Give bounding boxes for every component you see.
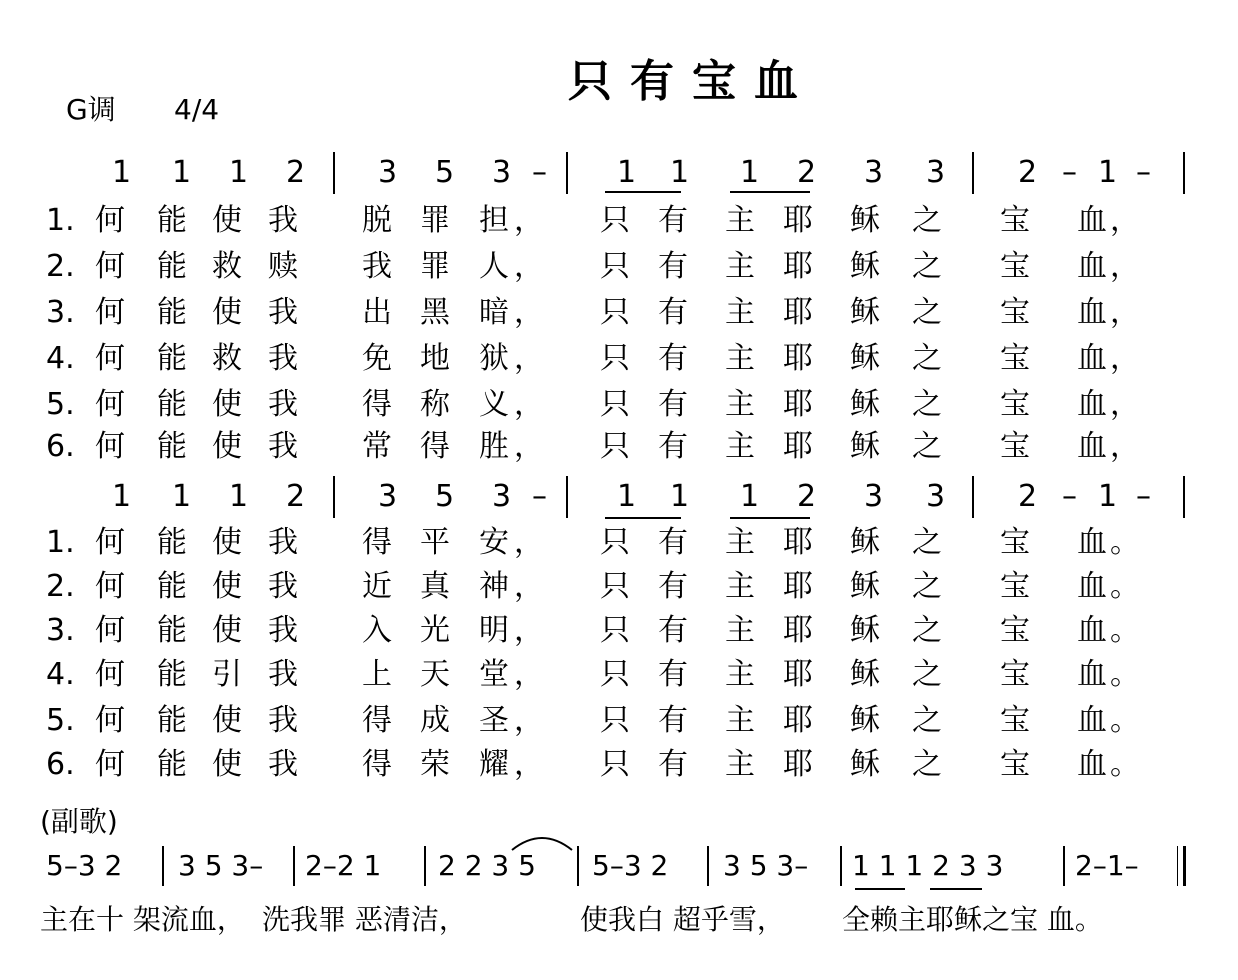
lyric-char: 我	[268, 657, 298, 692]
lyric-char: 何	[95, 525, 125, 560]
barline	[424, 846, 426, 886]
lyric-char: 只	[600, 569, 630, 604]
lyric-char: 狱	[479, 341, 509, 376]
lyric-char: 稣	[850, 249, 880, 284]
time-signature: 4/4	[174, 93, 220, 126]
lyric-char: 得	[362, 525, 392, 560]
lyric-char: 我	[268, 387, 298, 422]
lyric-char: 天	[420, 657, 450, 692]
barline	[1183, 152, 1185, 194]
lyric-char: 稣	[850, 613, 880, 648]
lyric-char: 血	[1077, 295, 1107, 330]
lyric-char: 稣	[850, 203, 880, 238]
punctuation: ，	[514, 387, 544, 422]
lyric-char: 主	[725, 249, 755, 284]
lyric-char: 我	[268, 747, 298, 782]
lyric-char: 耶	[783, 747, 813, 782]
note: 3	[378, 479, 398, 514]
lyric-char: 我	[268, 569, 298, 604]
punctuation: ，	[1110, 249, 1140, 284]
lyric-char: 能	[157, 341, 187, 376]
note: –	[1062, 479, 1077, 514]
punctuation: ，	[514, 569, 544, 604]
lyric-char: 光	[420, 613, 450, 648]
barline	[333, 152, 335, 194]
chorus-lyric: 洗我罪 恶清洁，	[262, 903, 467, 936]
chorus-lyric: 全赖主耶稣之宝 血。	[842, 903, 1103, 936]
lyric-char: 使	[212, 295, 242, 330]
lyric-char: 我	[362, 249, 392, 284]
lyric-char: 有	[658, 429, 688, 464]
barline	[566, 152, 568, 194]
note: 1	[740, 479, 760, 514]
lyric-char: 之	[912, 613, 942, 648]
punctuation: ，	[514, 703, 544, 738]
punctuation: 。	[1110, 703, 1140, 738]
lyric-char: 有	[658, 525, 688, 560]
chorus-lyric: 使我白 超乎雪，	[580, 903, 785, 936]
lyric-char: 荣	[420, 747, 450, 782]
lyric-char: 宝	[1000, 657, 1030, 692]
note: 5	[435, 155, 455, 190]
lyric-char: 何	[95, 613, 125, 648]
lyric-char: 耶	[783, 613, 813, 648]
lyric-char: 宝	[1000, 249, 1030, 284]
lyric-char: 之	[912, 295, 942, 330]
lyric-char: 能	[157, 203, 187, 238]
lyric-char: 有	[658, 703, 688, 738]
lyric-char: 耶	[783, 657, 813, 692]
note: 3	[492, 479, 512, 514]
lyric-char: 之	[912, 429, 942, 464]
lyric-char: 宝	[1000, 747, 1030, 782]
lyric-char: 我	[268, 341, 298, 376]
lyric-char: 耶	[783, 703, 813, 738]
lyric-char: 血	[1077, 569, 1107, 604]
lyric-char: 只	[600, 703, 630, 738]
lyric-char: 免	[362, 341, 392, 376]
lyric-char: 能	[157, 429, 187, 464]
lyric-char: 主	[725, 569, 755, 604]
chorus-measure: 2 2 3 5	[438, 849, 536, 882]
lyric-char: 稣	[850, 295, 880, 330]
lyric-char: 救	[212, 249, 242, 284]
lyric-char: 何	[95, 747, 125, 782]
punctuation: 。	[1110, 525, 1140, 560]
note: 1	[1098, 479, 1118, 514]
chorus-measure: 1 1 1 2 3 3	[852, 849, 1004, 882]
chorus-measure: 3 5 3–	[178, 849, 264, 882]
lyric-char: 堂	[479, 657, 509, 692]
verse-number: 2.	[46, 249, 75, 284]
lyric-char: 我	[268, 203, 298, 238]
lyric-char: 只	[600, 203, 630, 238]
lyric-char: 之	[912, 203, 942, 238]
punctuation: ，	[514, 657, 544, 692]
lyric-char: 引	[212, 657, 242, 692]
lyric-char: 有	[658, 613, 688, 648]
note: 2	[797, 479, 817, 514]
verse-number: 6.	[46, 429, 75, 464]
lyric-char: 血	[1077, 657, 1107, 692]
chorus-label: (副歌)	[40, 805, 118, 838]
lyric-char: 稣	[850, 525, 880, 560]
lyric-char: 之	[912, 525, 942, 560]
lyric-char: 宝	[1000, 341, 1030, 376]
lyric-char: 能	[157, 747, 187, 782]
verse-number: 4.	[46, 657, 75, 692]
lyric-char: 神	[479, 569, 509, 604]
punctuation: ，	[514, 249, 544, 284]
lyric-char: 血	[1077, 387, 1107, 422]
note: 3	[492, 155, 512, 190]
lyric-char: 能	[157, 703, 187, 738]
lyric-char: 只	[600, 525, 630, 560]
lyric-char: 安	[479, 525, 509, 560]
barline	[972, 476, 974, 518]
lyric-char: 耶	[783, 569, 813, 604]
lyric-char: 血	[1077, 341, 1107, 376]
hymn-title: 只有宝血	[568, 56, 816, 107]
lyric-char: 地	[420, 341, 450, 376]
lyric-char: 之	[912, 341, 942, 376]
key-signature: G调	[66, 93, 116, 126]
note: 2	[286, 155, 306, 190]
lyric-char: 我	[268, 613, 298, 648]
lyric-char: 之	[912, 747, 942, 782]
punctuation: ，	[514, 525, 544, 560]
verse-number: 3.	[46, 295, 75, 330]
beat-underline	[930, 888, 982, 890]
beat-underline	[730, 517, 810, 519]
note: 1	[670, 155, 690, 190]
lyric-char: 耀	[479, 747, 509, 782]
lyric-char: 我	[268, 703, 298, 738]
lyric-char: 能	[157, 387, 187, 422]
lyric-char: 能	[157, 569, 187, 604]
lyric-char: 我	[268, 525, 298, 560]
lyric-char: 何	[95, 387, 125, 422]
lyric-char: 宝	[1000, 703, 1030, 738]
lyric-char: 真	[420, 569, 450, 604]
note: 1	[740, 155, 760, 190]
lyric-char: 人	[479, 249, 509, 284]
lyric-char: 主	[725, 295, 755, 330]
lyric-char: 有	[658, 657, 688, 692]
note: 2	[797, 155, 817, 190]
barline	[707, 846, 709, 886]
lyric-char: 近	[362, 569, 392, 604]
lyric-char: 称	[420, 387, 450, 422]
lyric-char: 我	[268, 295, 298, 330]
lyric-char: 稣	[850, 341, 880, 376]
lyric-char: 主	[725, 525, 755, 560]
lyric-char: 平	[420, 525, 450, 560]
lyric-char: 血	[1077, 249, 1107, 284]
note: 1	[617, 479, 637, 514]
lyric-char: 只	[600, 249, 630, 284]
lyric-char: 赎	[268, 249, 298, 284]
lyric-char: 耶	[783, 387, 813, 422]
lyric-char: 宝	[1000, 429, 1030, 464]
lyric-char: 能	[157, 525, 187, 560]
verse-number: 1.	[46, 525, 75, 560]
note: 1	[670, 479, 690, 514]
lyric-char: 主	[725, 203, 755, 238]
punctuation: ，	[1110, 429, 1140, 464]
lyric-char: 主	[725, 657, 755, 692]
lyric-char: 何	[95, 569, 125, 604]
lyric-char: 使	[212, 429, 242, 464]
lyric-char: 得	[362, 747, 392, 782]
lyric-char: 何	[95, 203, 125, 238]
note: 1	[617, 155, 637, 190]
lyric-char: 常	[362, 429, 392, 464]
lyric-char: 血	[1077, 525, 1107, 560]
beat-underline	[605, 191, 681, 193]
lyric-char: 使	[212, 569, 242, 604]
lyric-char: 血	[1077, 429, 1107, 464]
lyric-char: 有	[658, 747, 688, 782]
lyric-char: 主	[725, 429, 755, 464]
lyric-char: 何	[95, 657, 125, 692]
barline	[162, 846, 164, 886]
note: 3	[864, 479, 884, 514]
lyric-char: 血	[1077, 613, 1107, 648]
beat-underline	[730, 191, 810, 193]
note: 1	[229, 155, 249, 190]
chorus-measure: 3 5 3–	[723, 849, 809, 882]
lyric-char: 能	[157, 613, 187, 648]
lyric-char: 宝	[1000, 203, 1030, 238]
lyric-char: 稣	[850, 429, 880, 464]
note: 3	[378, 155, 398, 190]
punctuation: ，	[514, 613, 544, 648]
note: 2	[1018, 155, 1038, 190]
lyric-char: 使	[212, 703, 242, 738]
lyric-char: 罪	[420, 203, 450, 238]
lyric-char: 宝	[1000, 569, 1030, 604]
lyric-char: 暗	[479, 295, 509, 330]
lyric-char: 宝	[1000, 525, 1030, 560]
final-barline	[1183, 846, 1186, 886]
barline	[293, 846, 295, 886]
punctuation: ，	[514, 429, 544, 464]
lyric-char: 使	[212, 613, 242, 648]
lyric-char: 明	[479, 613, 509, 648]
lyric-char: 只	[600, 341, 630, 376]
lyric-char: 得	[420, 429, 450, 464]
lyric-char: 耶	[783, 525, 813, 560]
lyric-char: 血	[1077, 747, 1107, 782]
note: –	[532, 479, 547, 514]
lyric-char: 有	[658, 295, 688, 330]
barline	[972, 152, 974, 194]
lyric-char: 使	[212, 525, 242, 560]
lyric-char: 我	[268, 429, 298, 464]
lyric-char: 之	[912, 703, 942, 738]
final-barline	[1177, 846, 1178, 886]
punctuation: 。	[1110, 569, 1140, 604]
barline	[333, 476, 335, 518]
note: –	[1136, 155, 1151, 190]
lyric-char: 脱	[362, 203, 392, 238]
lyric-char: 有	[658, 341, 688, 376]
lyric-char: 只	[600, 613, 630, 648]
punctuation: 。	[1110, 657, 1140, 692]
lyric-char: 宝	[1000, 613, 1030, 648]
lyric-char: 使	[212, 387, 242, 422]
lyric-char: 圣	[479, 703, 509, 738]
punctuation: ，	[514, 341, 544, 376]
lyric-char: 何	[95, 249, 125, 284]
lyric-char: 义	[479, 387, 509, 422]
note: –	[1062, 155, 1077, 190]
lyric-char: 只	[600, 747, 630, 782]
note: 1	[1098, 155, 1118, 190]
lyric-char: 之	[912, 569, 942, 604]
lyric-char: 救	[212, 341, 242, 376]
lyric-char: 何	[95, 341, 125, 376]
lyric-char: 耶	[783, 203, 813, 238]
barline	[1063, 846, 1065, 886]
beat-underline	[855, 888, 905, 890]
lyric-char: 只	[600, 295, 630, 330]
note: –	[1136, 479, 1151, 514]
lyric-char: 罪	[420, 249, 450, 284]
lyric-char: 主	[725, 387, 755, 422]
note: 5	[435, 479, 455, 514]
lyric-char: 宝	[1000, 387, 1030, 422]
verse-number: 4.	[46, 341, 75, 376]
lyric-char: 主	[725, 703, 755, 738]
beat-underline	[605, 517, 681, 519]
barline	[1183, 476, 1185, 518]
verse-number: 6.	[46, 747, 75, 782]
lyric-char: 之	[912, 249, 942, 284]
note: 1	[112, 155, 132, 190]
lyric-char: 只	[600, 429, 630, 464]
lyric-char: 能	[157, 657, 187, 692]
punctuation: ，	[1110, 203, 1140, 238]
note: –	[532, 155, 547, 190]
lyric-char: 耶	[783, 249, 813, 284]
lyric-char: 耶	[783, 295, 813, 330]
barline	[566, 476, 568, 518]
verse-number: 5.	[46, 387, 75, 422]
lyric-char: 主	[725, 613, 755, 648]
punctuation: ，	[514, 295, 544, 330]
lyric-char: 能	[157, 249, 187, 284]
lyric-char: 稣	[850, 387, 880, 422]
chorus-measure: 5–3 2	[46, 849, 123, 882]
punctuation: 。	[1110, 613, 1140, 648]
note: 3	[864, 155, 884, 190]
lyric-char: 有	[658, 203, 688, 238]
note: 1	[172, 155, 192, 190]
chorus-measure: 5–3 2	[592, 849, 669, 882]
verse-number: 1.	[46, 203, 75, 238]
lyric-char: 何	[95, 295, 125, 330]
punctuation: ，	[1110, 295, 1140, 330]
lyric-char: 使	[212, 747, 242, 782]
lyric-char: 成	[420, 703, 450, 738]
lyric-char: 何	[95, 703, 125, 738]
note: 3	[926, 155, 946, 190]
lyric-char: 有	[658, 569, 688, 604]
lyric-char: 主	[725, 747, 755, 782]
note: 2	[1018, 479, 1038, 514]
chorus-measure: 2–1–	[1075, 849, 1139, 882]
punctuation: ，	[514, 747, 544, 782]
verse-number: 3.	[46, 613, 75, 648]
lyric-char: 血	[1077, 703, 1107, 738]
lyric-char: 得	[362, 387, 392, 422]
lyric-char: 稣	[850, 747, 880, 782]
slur-mark	[508, 830, 578, 854]
chorus-lyric: 主在十 架流血，	[40, 903, 245, 936]
note: 1	[172, 479, 192, 514]
punctuation: ，	[514, 203, 544, 238]
verse-number: 5.	[46, 703, 75, 738]
lyric-char: 担	[479, 203, 509, 238]
lyric-char: 只	[600, 387, 630, 422]
lyric-char: 之	[912, 387, 942, 422]
lyric-char: 上	[362, 657, 392, 692]
lyric-char: 有	[658, 387, 688, 422]
lyric-char: 血	[1077, 203, 1107, 238]
lyric-char: 黑	[420, 295, 450, 330]
lyric-char: 之	[912, 657, 942, 692]
barline	[840, 846, 842, 886]
lyric-char: 出	[362, 295, 392, 330]
note: 2	[286, 479, 306, 514]
lyric-char: 稣	[850, 703, 880, 738]
lyric-char: 得	[362, 703, 392, 738]
note: 3	[926, 479, 946, 514]
lyric-char: 只	[600, 657, 630, 692]
note: 1	[229, 479, 249, 514]
punctuation: 。	[1110, 747, 1140, 782]
lyric-char: 入	[362, 613, 392, 648]
lyric-char: 能	[157, 295, 187, 330]
note: 1	[112, 479, 132, 514]
lyric-char: 何	[95, 429, 125, 464]
lyric-char: 耶	[783, 429, 813, 464]
lyric-char: 有	[658, 249, 688, 284]
chorus-measure: 2–2 1	[305, 849, 382, 882]
lyric-char: 宝	[1000, 295, 1030, 330]
punctuation: ，	[1110, 341, 1140, 376]
lyric-char: 耶	[783, 341, 813, 376]
lyric-char: 主	[725, 341, 755, 376]
punctuation: ，	[1110, 387, 1140, 422]
lyric-char: 稣	[850, 569, 880, 604]
lyric-char: 稣	[850, 657, 880, 692]
lyric-char: 使	[212, 203, 242, 238]
lyric-char: 胜	[479, 429, 509, 464]
verse-number: 2.	[46, 569, 75, 604]
